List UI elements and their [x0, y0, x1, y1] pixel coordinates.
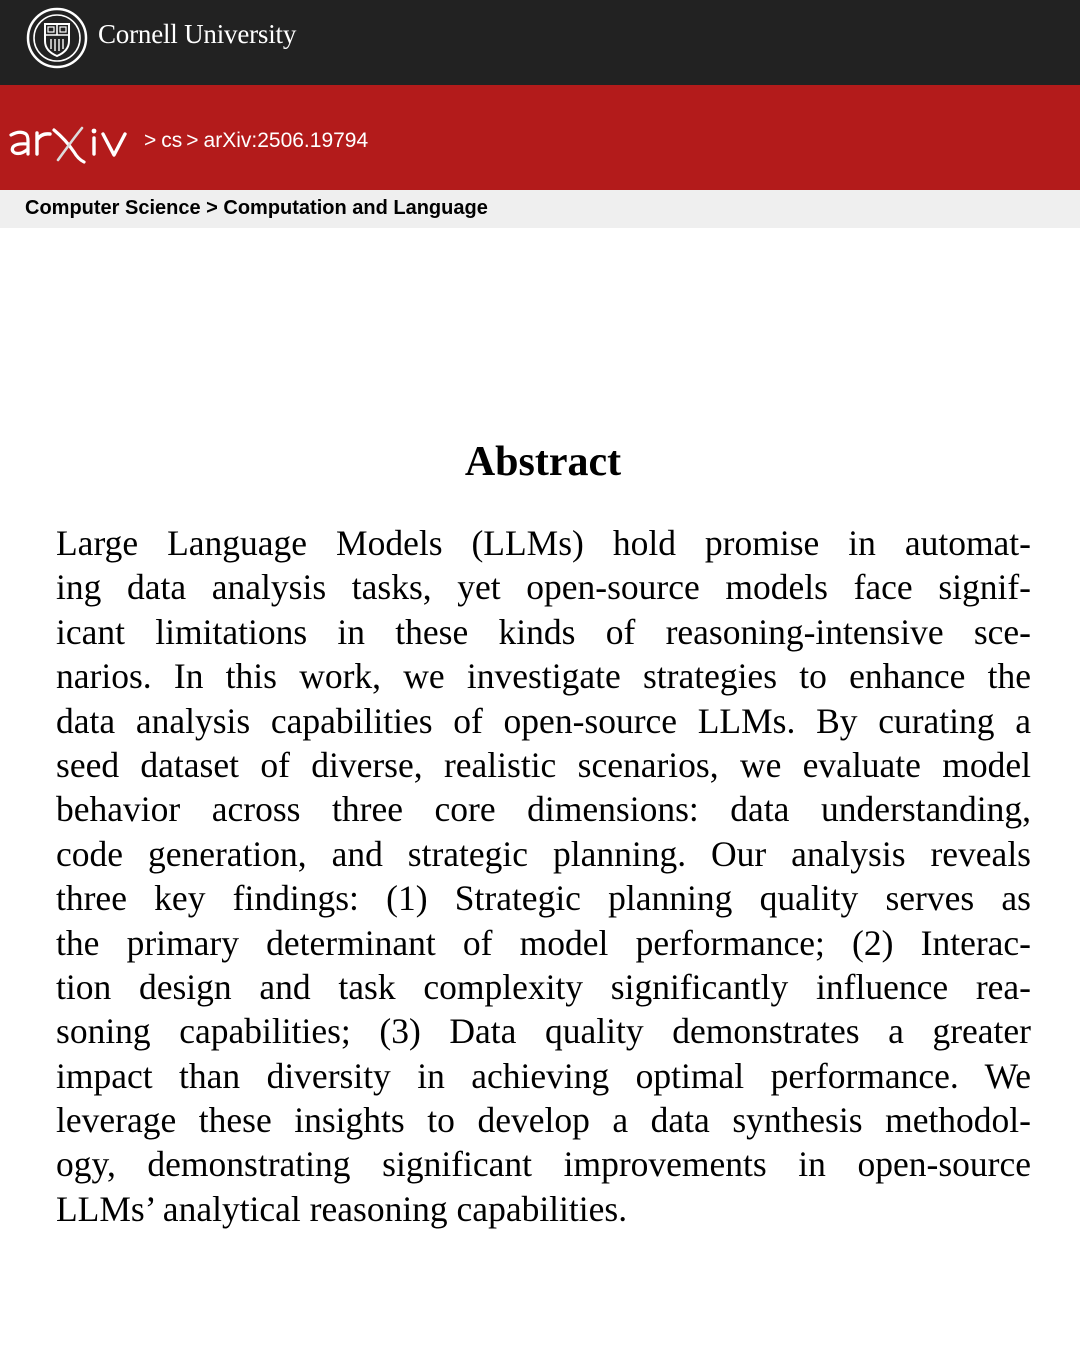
- abstract-line: soning capabilities; (3) Data quality demonstrates a greater: [56, 1011, 1031, 1052]
- abstract-line: narios. In this work, we investigate strategies to enhance the: [56, 656, 1031, 697]
- institution-name[interactable]: Cornell University: [98, 19, 297, 49]
- breadcrumb-separator: >: [186, 129, 199, 152]
- abstract-line: three key findings: (1) Strategic planning quality serves as: [56, 878, 1031, 919]
- breadcrumb-cs-link[interactable]: cs: [161, 129, 183, 152]
- abstract-line: icant limitations in these kinds of reasoning-intensive sce-: [56, 611, 1031, 652]
- breadcrumb: [140, 129, 368, 153]
- abstract-line: LLMs’ analytical reasoning capabilities.: [56, 1188, 628, 1229]
- abstract-line: tion design and task complexity significantly influence rea-: [56, 966, 1031, 1007]
- abstract-line: leverage these insights to develop a data synthesis methodol-: [56, 1100, 1031, 1141]
- arxiv-logo[interactable]: [8, 118, 136, 170]
- abstract-line: Large Language Models (LLMs) hold promise in automat-: [56, 523, 1031, 563]
- breadcrumb-arxiv-id: arXiv:2506.19794: [203, 129, 369, 152]
- abstract-line: the primary determinant of model performance; (2) Interac-: [56, 922, 1031, 963]
- subject-breadcrumb: Computer Science > Computation and Language: [25, 197, 488, 219]
- cornell-seal-icon[interactable]: [26, 7, 88, 69]
- abstract-line: seed dataset of diverse, realistic scenarios, we evaluate model: [56, 744, 1031, 785]
- abstract-text: [56, 521, 1031, 1231]
- breadcrumb-separator: >: [144, 129, 157, 152]
- abstract-line: ing data analysis tasks, yet open-source models face signif-: [56, 567, 1031, 608]
- abstract-title: Abstract: [464, 439, 622, 485]
- abstract-line: ogy, demonstrating significant improvements in open-source: [56, 1144, 1031, 1185]
- abstract-line: impact than diversity in achieving optimal performance. We: [56, 1055, 1031, 1096]
- abstract-line: code generation, and strategic planning. Our analysis reveals: [56, 833, 1031, 874]
- abstract-line: data analysis capabilities of open-source LLMs. By curating a: [56, 700, 1031, 741]
- abstract-line: behavior across three core dimensions: data understanding,: [56, 789, 1031, 830]
